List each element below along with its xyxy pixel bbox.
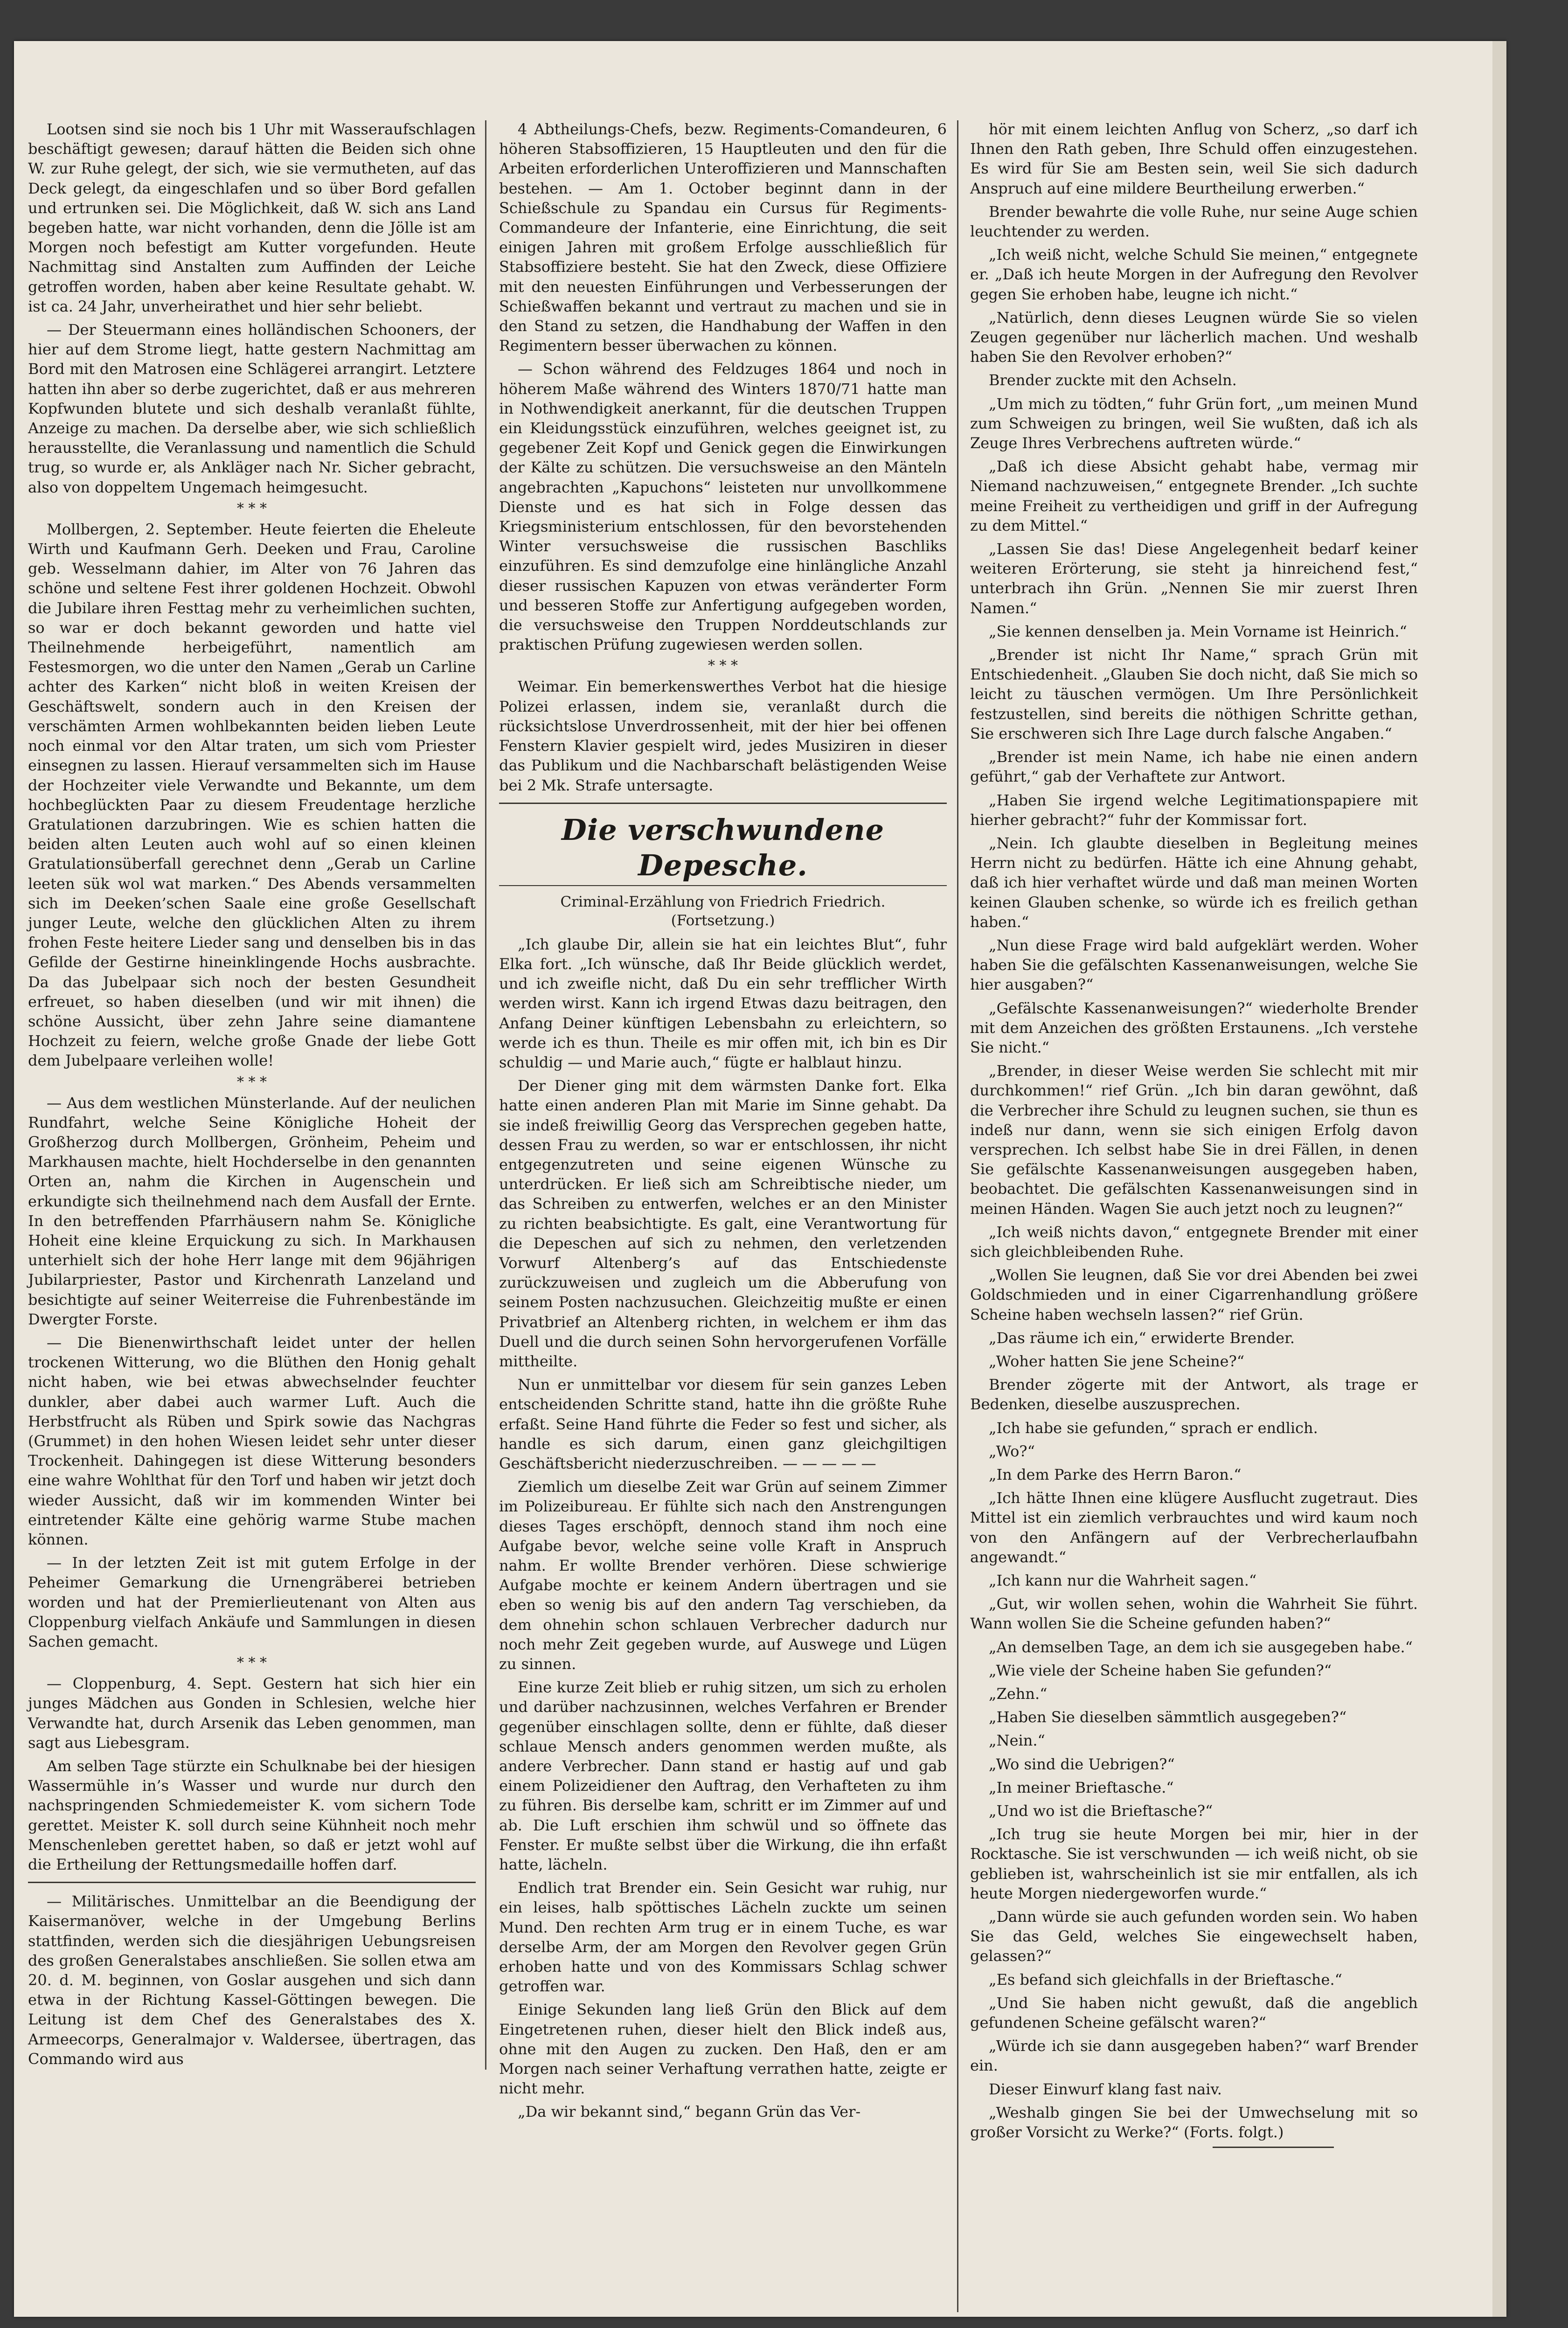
news-paragraph: — Die Bienenwirthschaft leidet unter der hellen trockenen Witterung, wo die Blüthen den Honig gehalt nicht haben, wie bei etwas abwechselnder feuchter dunkler, aber dabei auch warmer Luft. Auch die Herbstfrucht als Rüben und Spirk sowie das Nachgras (Grummet) in den hohen Wiesen leidet sehr unter dieser Trockenheit. Dahingegen ist diese Witterung besonders eine wahre Wohlthat für den Torf und haben wir jetzt doch wieder Aussicht, daß wir im kommenden Winter bei eintretender Kälte eine gehörig warme Stube machen können.: [28, 1333, 476, 1549]
story-paragraph: „Ich trug sie heute Morgen bei mir, hier in der Rocktasche. Sie ist verschwunden — ich weiß nicht, ob sie geblieben ist, wahrscheinlich ist sie mir entfallen, als ich heute Morgen niedergeworfen wurde.“: [970, 1825, 1418, 1902]
story-paragraph: „Weshalb gingen Sie bei der Umwechselung mit so großer Vorsicht zu Werke?“ (Forts. folgt.): [970, 2103, 1418, 2141]
news-paragraph: — In der letzten Zeit ist mit gutem Erfolge in der Peheimer Gemarkung die Urnengräberei betrieben worden und hat der Premierlieutenant von Alten aus Cloppenburg vielfach Ankäufe und Sammlungen in diesen Sachen gemacht.: [28, 1554, 476, 1651]
news-item-datelined: — Militärisches. Unmittelbar an die Beendigung der Kaisermanöver, welche in der Umgebung Berlins stattfinden, werden sich die diesjährigen Uebungsreisen des großen Generalstabes anschließen. Sie sollen etwa am 20. d. M. beginnen, von Goslar ausgehen und sich dann etwa in der Richtung Kassel-Göttingen bewegen. Die Leitung ist dem Chef des Generalstabes des X. Armeecorps, Generalmajor v. Waldersee, übertragen, das Commando wird aus: [28, 1892, 476, 2068]
column-rule-2: [957, 120, 958, 2312]
story-paragraph: „Nun diese Frage wird bald aufgeklärt werden. Woher haben Sie die gefälschten Kassenanweisungen, welche Sie hier ausgaben?“: [970, 936, 1418, 994]
news-paragraph: 4 Abtheilungs-Chefs, bezw. Regiments-Comandeuren, 6 höheren Stabsoffizieren, 15 Hauptleuten und den für die Arbeiten erforderlichen Unteroffizieren und Mannschaften bestehen. — Am 1. October beginnt dann in der Schießschule zu Spandau ein Cursus für Regiments-Commandeure der Infanterie, eine Einrichtung, die seit einigen Jahren mit großem Erfolge ausschließlich für Stabsoffiziere besteht. Sie hat den Zweck, diese Offiziere mit den neuesten Einführungen und Verbesserungen der Schießwaffen bekannt und vertraut zu machen und sie in den Stand zu setzen, die Handhabung der Waffen in den Regimentern besser überwachen zu können.: [499, 120, 947, 355]
story-paragraph: „In meiner Brieftasche.“: [989, 1778, 1174, 1796]
news-item-datelined: Weimar. Ein bemerkenswerthes Verbot hat die hiesige Polizei erlassen, indem sie, veranlaßt durch die rücksichtslose Unverdrossenheit, mit der hier bei offenen Fenstern Klavier gespielt wird, jedes Musiziren in dieser das Publikum und die Nachbarschaft belästigenden Weise bei 2 Mk. Strafe untersagte.: [499, 678, 947, 794]
story-paragraph: „Daß ich diese Absicht gehabt habe, vermag mir Niemand nachzuweisen,“ entgegnete Brender. „Ich suchte meine Freiheit zu vertheidigen und griff in der Aufregung zu dem Mittel.“: [970, 457, 1418, 534]
section-separator: * * *: [236, 1655, 267, 1671]
story-paragraph: Brender zögerte mit der Antwort, als trage er Bedenken, dieselbe auszusprechen.: [970, 1376, 1418, 1413]
story-paragraph: „Dann würde sie auch gefunden worden sein. Wo haben Sie das Geld, welches Sie eingewechselt haben, gelassen?“: [970, 1908, 1418, 1965]
story-text: [499, 935, 947, 2122]
end-rule: [1213, 2147, 1334, 2148]
story-paragraph: „Ich glaube Dir, allein sie hat ein leichtes Blut“, fuhr Elka fort. „Ich wünsche, daß Ihr Beide glücklich werdet, und ich zweifle nicht, daß Du ein sehr trefflicher Wirth werden wirst. Kann ich irgend Etwas dazu beitragen, den Anfang Deiner künftigen Lebensbahn zu erleichtern, so werde ich es thun. Theile es mir offen mit, ich bin es Dir schuldig — und Marie auch,“ fügte er halblaut hinzu.: [499, 935, 947, 1071]
news-paragraph: Lootsen sind sie noch bis 1 Uhr mit Wasseraufschlagen beschäftigt gewesen; darauf hätten die Beiden sich ohne W. zur Ruhe gelegt, der sich, wie sie vermutheten, auf das Deck gelegt, da eingeschlafen und so über Bord gefallen und ertrunken sei. Die Möglichkeit, daß W. sich ans Land begeben hatte, war nicht vorhanden, denn die Jölle ist am Morgen noch befestigt am Kutter vorgefunden. Heute Nachmittag sind Anstalten zum Auffinden der Leiche getroffen worden, haben aber keine Resultate gehabt. W. ist ca. 24 Jahr, unverheirathet und hier sehr beliebt.: [28, 120, 476, 315]
story-paragraph: „Zehn.“: [989, 1685, 1048, 1703]
story-paragraph: Endlich trat Brender ein. Sein Gesicht war ruhig, nur ein leises, halb spöttisches Lächeln zuckte um seinen Mund. Den rechten Arm trug er in einem Tuche, es war derselbe Arm, der am Morgen den Revolver gegen Grün erhoben hatte und von des Kommissars Schlag schwer getroffen war.: [499, 1879, 947, 1995]
column-middle-news: [499, 119, 947, 795]
story-paragraph: Einige Sekunden lang ließ Grün den Blick auf dem Eingetretenen ruhen, dieser hielt den Blick indeß aus, ohne mit den Augen zu zucken. Den Haß, den er am Morgen nach seiner Verhaftung verrathen hatte, zeigte er nicht mehr.: [499, 2001, 947, 2098]
story-paragraph: „Haben Sie dieselben sämmtlich ausgegeben?“: [989, 1708, 1347, 1726]
story-paragraph: „Da wir bekannt sind,“ begann Grün das Ver-: [518, 2103, 861, 2121]
section-rule: [499, 803, 947, 804]
story-paragraph: Brender zuckte mit den Achseln.: [989, 371, 1237, 389]
news-paragraph: — Schon während des Feldzuges 1864 und noch in höherem Maße während des Winters 1870/71 hatte man in Nothwendigkeit anerkannt, für die deutschen Truppen ein Kleidungsstück einzuführen, welches geeignet ist, zu gegebener Zeit Kopf und Genick gegen die Einwirkungen der Kälte zu schützen. Die versuchsweise an den Mänteln angebrachten „Kapuchons“ leisteten nur unvollkommene Dienste und es hat sich in Folge dessen das Kriegsministerium entschlossen, für den bevorstehenden Winter versuchsweise die russischen Baschliks einzuführen. Es sind demzufolge eine hinlängliche Anzahl dieser russischen Kapuzen von etwas veränderter Form und besseren Stoffe zur Anfertigung aufgegeben worden, die versuchsweise den Truppen Norddeutschlands zur praktischen Prüfung zugewiesen werden sollen.: [499, 360, 947, 654]
story-paragraph: „Ich habe sie gefunden,“ sprach er endlich.: [989, 1419, 1318, 1437]
story-paragraph: „In dem Parke des Herrn Baron.“: [989, 1466, 1242, 1483]
story-paragraph: „Brender, in dieser Weise werden Sie schlecht mit mir durchkommen!“ rief Grün. „Ich bin daran gewöhnt, daß die Verbrecher ihre Schuld zu leugnen suchen, sie thun es indeß nur dann, wenn sie sich einigen Erfolg davon versprechen. Ich selbst habe Sie in drei Fällen, in denen Sie gefälschte Kassenanweisungen ausgegeben haben, beobachtet. Die gefälschten Kassenanweisungen sind in meinen Händen. Wagen Sie auch jetzt noch zu leugnen?“: [970, 1062, 1418, 1218]
story-paragraph: Der Diener ging mit dem wärmsten Danke fort. Elka hatte einen anderen Plan mit Marie im Sinne gehabt. Da sie indeß freiwillig Georg das Versprechen gegeben hatte, dessen Frau zu werden, so war er entschlossen, ihr nicht entgegenzutreten und seine eigenen Wünsche zu unterdrücken. Er ließ sich am Schreibtische nieder, um das Schreiben zu entwerfen, welches er an den Minister zu richten beabsichtigte. Es galt, eine Verantwortung für die Depeschen auf sich zu nehmen, den verletzenden Vorwurf Altenberg’s auf das Entschiedenste zurückzuweisen und zugleich um die Abberufung von seinem Posten nachzusuchen. Gleichzeitig mußte er einen Privatbrief an Altenberg richten, in welchem er ihm das Duell und die durch seinen Sohn hervorgerufenen Vorfälle mittheilte.: [499, 1077, 947, 1370]
story-paragraph: „Es befand sich gleichfalls in der Brieftasche.“: [989, 1970, 1342, 1988]
story-paragraph: „Ich hätte Ihnen eine klügere Ausflucht zugetraut. Dies Mittel ist ein ziemlich verbrauchtes und wird kaum noch von den Anfängern auf der Verbrecherlaufbahn angewandt.“: [970, 1489, 1418, 1566]
news-paragraph: Am selben Tage stürzte ein Schulknabe bei der hiesigen Wassermühle in’s Wasser und wurde nur durch den nachspringenden Schmiedemeister K. vom sichern Tode gerettet. Meister K. soll durch seine Kühnheit noch mehr Menschenleben gerettet haben, so daß er jetzt wohl auf die Ertheilung der Rettungsmedaille hoffen darf.: [28, 1757, 476, 1874]
story-paragraph: „Lassen Sie das! Diese Angelegenheit bedarf keiner weiteren Erörterung, sie steht ja hinreichend fest,“ unterbrach ihn Grün. „Nennen Sie mir zuerst Ihren Namen.“: [970, 540, 1418, 617]
column-rule-1: [485, 120, 486, 2070]
title-rule: [499, 885, 947, 886]
story-paragraph: „Und wo ist die Brieftasche?“: [989, 1802, 1213, 1820]
story-paragraph: „Nein. Ich glaubte dieselben in Begleitung meines Herrn nicht zu bedürfen. Hätte ich eine Ahnung gehabt, daß ich hier verhaftet würde und daß man meinen Worten keinen Glauben schenke, so würde ich es freilich gethan haben.“: [970, 834, 1418, 931]
story-text-continued: [970, 119, 1418, 2142]
story-paragraph: Brender bewahrte die volle Ruhe, nur seine Auge schien leuchtender zu werden.: [970, 202, 1418, 241]
section-separator: * * *: [236, 500, 267, 517]
story-paragraph: „Ich weiß nichts davon,“ entgegnete Brender mit einer sich gleichbleibenden Ruhe.: [970, 1223, 1418, 1261]
story-paragraph: „Brender ist mein Name, ich habe nie einen andern geführt,“ gab der Verhaftete zur Antwort.: [970, 748, 1418, 786]
story-paragraph: „Brender ist nicht Ihr Name,“ sprach Grün mit Entschiedenheit. „Glauben Sie doch nicht, daß Sie mich so leicht zu täuschen vermögen. Um Ihre Persönlichkeit festzustellen, sind bereits die nöthigen Schritte gethan, Sie erschweren sich Ihre Lage durch falsche Angaben.“: [970, 646, 1418, 742]
story-paragraph: hör mit einem leichten Anflug von Scherz, „so darf ich Ihnen den Rath geben, Ihre Schuld offen einzugestehen. Es wird für Sie am Besten sein, weil Sie sich dadurch Anspruch auf eine mildere Beurtheilung erwerben.“: [970, 120, 1418, 197]
story-paragraph: „Wie viele der Scheine haben Sie gefunden?“: [989, 1661, 1332, 1679]
story-paragraph: „Würde ich sie dann ausgegeben haben?“ warf Brender ein.: [970, 2037, 1418, 2075]
story-paragraph: „Das räume ich ein,“ erwiderte Brender.: [989, 1329, 1295, 1347]
story-paragraph: „Wo sind die Uebrigen?“: [989, 1755, 1175, 1773]
story-paragraph: „Gefälschte Kassenanweisungen?“ wiederholte Brender mit dem Anzeichen des größten Erstaunens. „Ich verstehe Sie nicht.“: [970, 999, 1418, 1056]
section-separator: * * *: [708, 658, 738, 674]
story-paragraph: Ziemlich um dieselbe Zeit war Grün auf seinem Zimmer im Polizeibureau. Er fühlte sich nach den Anstrengungen dieses Tages erschöpft, dennoch stand ihm noch eine Aufgabe bevor, welche seine volle Kraft in Anspruch nahm. Er wollte Brender verhören. Diese schwierige Aufgabe mochte er keinem Andern übertragen und sie eben so wenig bis auf den andern Tag verschieben, da dem ohnehin schon schlauen Verbrecher dadurch nur noch mehr Zeit gegeben wurde, auf Auswege und Lügen zu sinnen.: [499, 1478, 947, 1673]
news-item-datelined: — Cloppenburg, 4. Sept. Gestern hat sich hier ein junges Mädchen aus Gonden in Schlesien, welche hier Verwandte hat, durch Arsenik das Leben genommen, man sagt aus Liebesgram.: [28, 1675, 476, 1752]
story-paragraph: „Ich weiß nicht, welche Schuld Sie meinen,“ entgegnete er. „Daß ich heute Morgen in der Aufregung den Revolver gegen Sie erhoben habe, leugne ich nicht.“: [970, 246, 1418, 303]
story-paragraph: „Woher hatten Sie jene Scheine?“: [989, 1352, 1245, 1370]
story-paragraph: „Haben Sie irgend welche Legitimationspapiere mit hierher gebracht?“ fuhr der Kommissar fort.: [970, 791, 1418, 829]
news-item-datelined: — Aus dem westlichen Münsterlande. Auf der neulichen Rundfahrt, welche Seine Königliche Hoheit der Großherzog durch Mollbergen, Grönheim, Peheim und Markhausen machte, hielt Hochderselbe in den genannten Orten an, nahm die Kirchen in Augenschein und erkundigte sich theilnehmend nach dem Ausfall der Ernte. In den betreffenden Pfarrhäusern nahm Se. Königliche Hoheit eine kleine Erquickung zu sich. In Markhausen unterhielt sich der hohe Herr lange mit dem 96jährigen Jubilarpriester, Pastor und Kirchenrath Lanzeland und besichtigte auf seiner Weiterreise die Fuhrenbestände im Dwergter Forste.: [28, 1094, 476, 1328]
page-edge: [1492, 41, 1506, 2317]
news-paragraph: — Der Steuermann eines holländischen Schooners, der hier auf dem Strome liegt, hatte gestern Nachmittag am Bord mit den Matrosen eine Schlägerei arrangirt. Letztere hatten ihn aber so derbe zugerichtet, daß er aus mehreren Kopfwunden blutete und sich deshalb veranlaßt fühlte, Anzeige zu machen. Da derselbe aber, wie sich schließlich herausstellte, die Veranlassung und namentlich die Schuld trug, so wurde er, als Ankläger nach Nr. Sicher gebracht, also von doppeltem Ungemach heimgesucht.: [28, 321, 476, 496]
column-middle: [499, 119, 947, 2126]
story-subtitle: Criminal-Erzählung von Friedrich Friedrich.: [560, 893, 886, 910]
story-paragraph: „Und Sie haben nicht gewußt, daß die angeblich gefundenen Scheine gefälscht waren?“: [970, 1994, 1418, 2032]
story-paragraph: „Sie kennen denselben ja. Mein Vorname ist Heinrich.“: [989, 622, 1407, 640]
story-paragraph: „Wo?“: [989, 1442, 1035, 1460]
column-right: [970, 119, 1418, 2148]
story-paragraph: „Ich kann nur die Wahrheit sagen.“: [989, 1572, 1257, 1590]
section-rule: [28, 1882, 476, 1883]
story-paragraph: Eine kurze Zeit blieb er ruhig sitzen, um sich zu erholen und darüber nachzusinnen, welches Verfahren er Brender gegenüber einschlagen sollte, denn er fühlte, daß dieser schlaue Mensch anders genommen werden mußte, als andere Verbrecher. Dann stand er hastig auf und gab einem Polizeidiener den Auftrag, den Verhafteten zu ihm zu führen. Bis derselbe kam, schritt er im Zimmer auf und ab. Die Luft erschien ihm schwül und so öffnete das Fenster. Er mußte selbst über die Wirkung, die ihn erfaßt hatte, lächeln.: [499, 1678, 947, 1874]
story-paragraph: „Gut, wir wollen sehen, wohin die Wahrheit Sie führt. Wann wollen Sie die Scheine gefunden haben?“: [970, 1595, 1418, 1633]
news-item-datelined: Mollbergen, 2. September. Heute feierten die Eheleute Wirth und Kaufmann Gerh. Deeken und Frau, Caroline geb. Wesselmann dahier, im Alter von 76 Jahren das schöne und seltene Fest ihrer goldenen Hochzeit. Obwohl die Jubilare ihren Festtag mehr zu verheimlichen suchten, so war er doch bekannt geworden und hatte viel Theilnehmende herbeigeführt, namentlich am Festesmorgen, wo die unter den Namen „Gerab un Carline achter des Karken“ nicht bloß in weiten Kreisen der Geschäftswelt, sondern auch in den Kreisen der verschämten Armen wohlbekannten beiden lieben Leute noch einmal vor den Altar traten, um sich vom Priester einsegnen zu lassen. Hierauf versammelten sich im Hause der Hochzeiter viele Verwandte und Bekannte, um dem hochbeglückten Paar zu diesem Freudentage herzliche Gratulationen darzubringen. Wie es schien hatten die beiden alten Leuten auch wohl auf so einen kleinen Gratulationsüberfall gerechnet denn „Gerab un Carline leeten sük wol wat marken.“ Des Abends versammelten sich im Deeken’schen Saale eine große Gesellschaft junger Leute, welche den glücklichen Alten zu ihrem frohen Feste heitere Lieder sang und denselben bis in das Gefilde der Gestirne hineinklingende Hochs ausbrachte. Da das Jubelpaar sich noch der besten Gesundheit erfreuet, so haben dieselben (und wir mit ihnen) die schöne Aussicht, über zehn Jahre seine diamantene Hochzeit zu feiern, welche große Gnade der liebe Gott dem Jubelpaare verleihen wolle!: [28, 520, 476, 1070]
story-paragraph: „Natürlich, denn dieses Leugnen würde Sie so vielen Zeugen gegenüber nur lächerlich machen. Und weshalb haben Sie den Revolver erhoben?“: [970, 308, 1418, 366]
section-separator: * * *: [236, 1074, 267, 1090]
story-paragraph: „Wollen Sie leugnen, daß Sie vor drei Abenden bei zwei Goldschmieden und in einer Cigarrenhandlung größere Scheine haben wechseln lassen?“ rief Grün.: [970, 1266, 1418, 1323]
column-left: [28, 119, 476, 2072]
story-continuation: (Fortsetzung.): [671, 912, 775, 929]
story-title: Die verschwundene Depesche.: [561, 812, 885, 882]
newspaper-page: [14, 41, 1506, 2317]
story-paragraph: Nun er unmittelbar vor diesem für sein ganzes Leben entscheidenden Schritte stand, hatte ihn die größte Ruhe erfaßt. Seine Hand führte die Feder so fest und sicher, als handle es sich darum, einen ganz gleichgiltigen Geschäftsbericht niederzuschreiben. — — — — —: [499, 1376, 947, 1472]
story-paragraph: Dieser Einwurf klang fast naiv.: [989, 2080, 1222, 2098]
story-paragraph: „Nein.“: [989, 1732, 1045, 1750]
story-paragraph: „Um mich zu tödten,“ fuhr Grün fort, „um meinen Mund zum Schweigen zu bringen, weil Sie wußten, daß ich als Zeuge Ihres Verbrechens auftreten würde.“: [970, 395, 1418, 452]
story-paragraph: „An demselben Tage, an dem ich sie ausgegeben habe.“: [989, 1638, 1413, 1656]
